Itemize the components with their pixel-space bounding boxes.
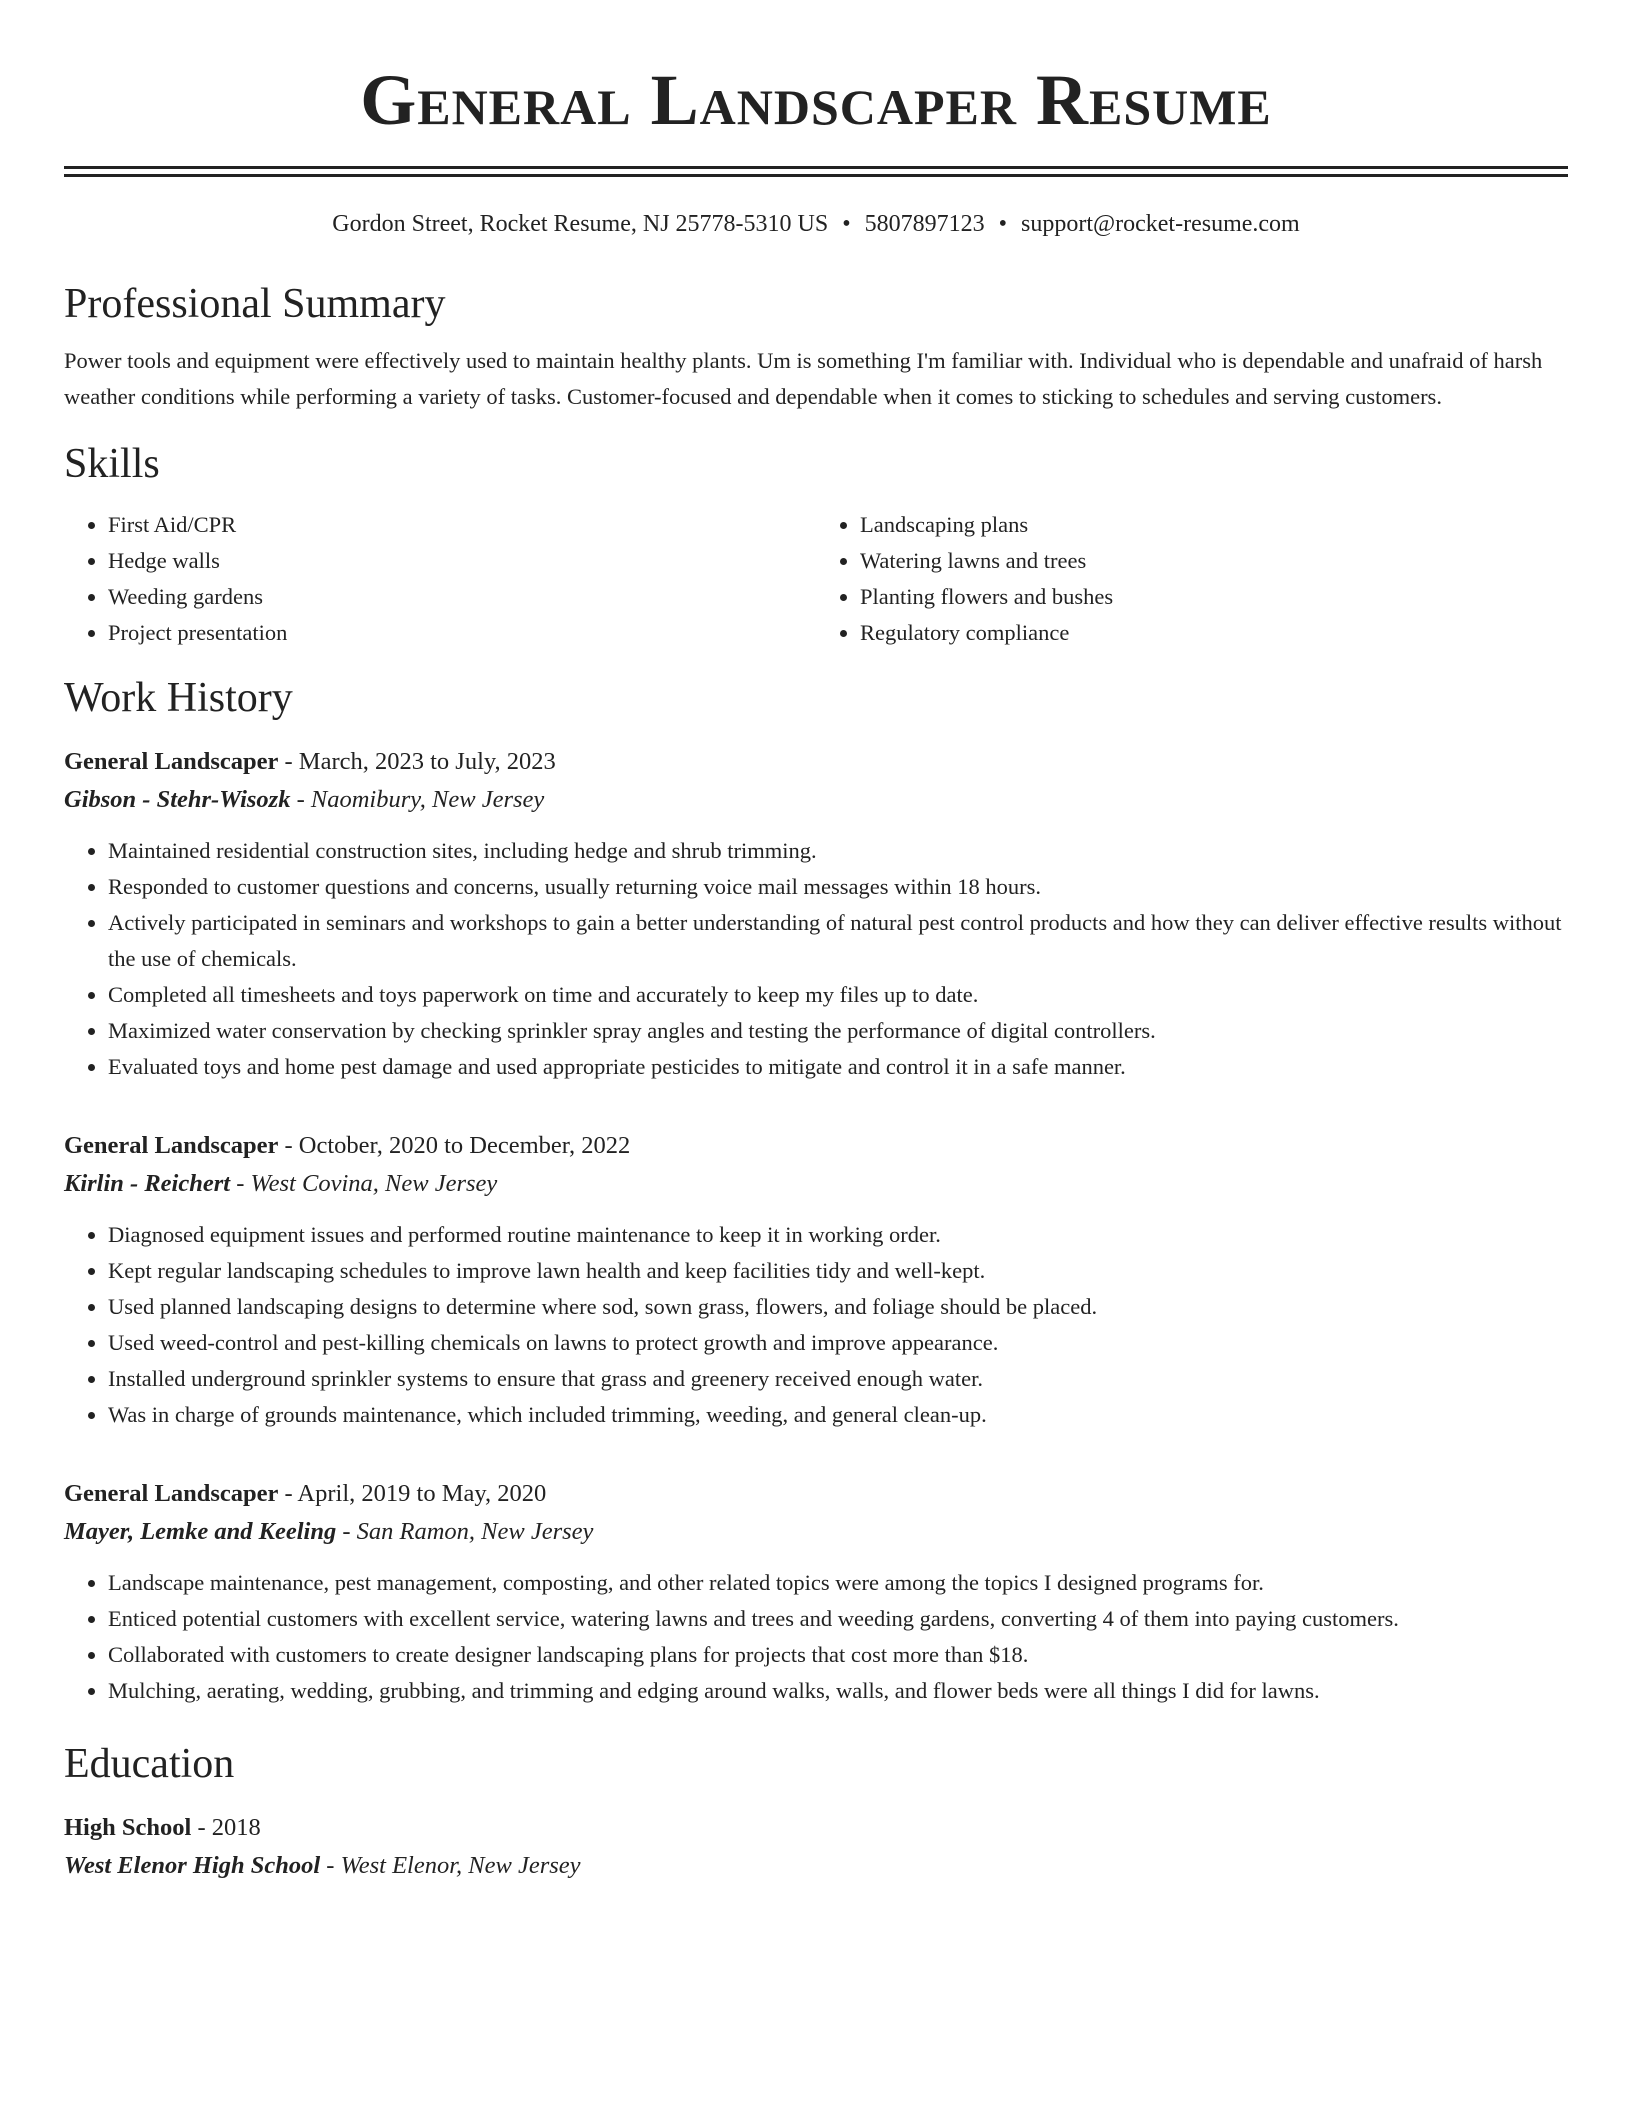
company-line	[64, 1513, 1568, 1551]
company-name: Mayer, Lemke and Keeling	[64, 1518, 337, 1545]
skill-item: • Project presentation	[108, 615, 816, 651]
skill-item: • Weeding gardens	[108, 579, 816, 615]
job-bullet: • Maximized water conservation by checking sprinkler spray angles and testing the performance of digital controllers.	[108, 1013, 1568, 1049]
company-name: Kirlin - Reichert	[64, 1170, 231, 1197]
job-title: General Landscaper	[64, 1132, 279, 1159]
company-line	[64, 781, 1568, 819]
contact-phone: 5807897123	[864, 211, 985, 237]
skill-item: • Planting flowers and bushes	[860, 579, 1568, 615]
graduation-year: - 2018	[191, 1814, 261, 1841]
skills-list	[64, 507, 1568, 651]
job-bullet: • Landscape maintenance, pest management, composting, and other related topics were among the topics I designed programs for.	[108, 1565, 1568, 1601]
title-divider	[64, 166, 1568, 177]
job-entry	[64, 743, 1568, 1085]
job-title-line	[64, 1475, 1568, 1513]
skill-item: • Watering lawns and trees	[860, 543, 1568, 579]
job-bullet: • Evaluated toys and home pest damage and used appropriate pesticides to mitigate and control it in a safe manner.	[108, 1049, 1568, 1085]
job-bullets	[64, 833, 1568, 1085]
summary-heading: Professional Summary	[64, 281, 446, 327]
job-title-line	[64, 1127, 1568, 1165]
school-location: - West Elenor, New Jersey	[320, 1852, 581, 1879]
school-name: West Elenor High School	[64, 1852, 321, 1879]
job-bullet: • Completed all timesheets and toys paperwork on time and accurately to keep my files up to date.	[108, 977, 1568, 1013]
skill-item: • Regulatory compliance	[860, 615, 1568, 651]
job-bullet: • Used planned landscaping designs to determine where sod, sown grass, flowers, and foliage should be placed.	[108, 1289, 1568, 1325]
degree-line	[64, 1809, 1568, 1847]
job-bullet: • Used weed-control and pest-killing chemicals on lawns to protect growth and improve appearance.	[108, 1325, 1568, 1361]
skills-column-left	[64, 507, 816, 651]
job-bullet: • Mulching, aerating, wedding, grubbing, and trimming and edging around walks, walls, and flower beds were all things I did for lawns.	[108, 1673, 1568, 1709]
job-title-line	[64, 743, 1568, 781]
job-bullets	[64, 1565, 1568, 1709]
job-bullet: • Collaborated with customers to create designer landscaping plans for projects that cost more than $18.	[108, 1637, 1568, 1673]
skills-column-right	[816, 507, 1568, 651]
contact-separator: •	[842, 211, 851, 237]
education-heading: Education	[64, 1741, 235, 1787]
company-location: - Naomibury, New Jersey	[290, 786, 545, 813]
job-dates: - October, 2020 to December, 2022	[278, 1132, 631, 1159]
job-bullet: • Kept regular landscaping schedules to improve lawn health and keep facilities tidy and well-kept.	[108, 1253, 1568, 1289]
job-title: General Landscaper	[64, 748, 279, 775]
contact-email: support@rocket-resume.com	[1021, 211, 1300, 237]
company-location: - San Ramon, New Jersey	[336, 1518, 594, 1545]
job-bullet: • Installed underground sprinkler systems to ensure that grass and greenery received enough water.	[108, 1361, 1568, 1397]
skill-item: • First Aid/CPR	[108, 507, 816, 543]
job-bullet: • Responded to customer questions and concerns, usually returning voice mail messages within 18 hours.	[108, 869, 1568, 905]
job-title: General Landscaper	[64, 1480, 279, 1507]
company-location: - West Covina, New Jersey	[230, 1170, 498, 1197]
job-dates: - April, 2019 to May, 2020	[278, 1480, 547, 1507]
job-bullets	[64, 1217, 1568, 1433]
job-bullet: • Was in charge of grounds maintenance, which included trimming, weeding, and general clean-up.	[108, 1397, 1568, 1433]
job-entry	[64, 1475, 1568, 1709]
education-entry	[64, 1809, 1568, 1885]
job-bullet: • Diagnosed equipment issues and performed routine maintenance to keep it in working order.	[108, 1217, 1568, 1253]
company-line	[64, 1165, 1568, 1203]
skill-item: • Landscaping plans	[860, 507, 1568, 543]
company-name: Gibson - Stehr-Wisozk	[64, 786, 291, 813]
work-history-heading: Work History	[64, 675, 293, 721]
job-bullet: • Enticed potential customers with excellent service, watering lawns and trees and weeding gardens, converting 4 of them into paying customers.	[108, 1601, 1568, 1637]
contact-address: Gordon Street, Rocket Resume, NJ 25778-5310 US	[332, 211, 829, 237]
job-bullet: • Maintained residential construction sites, including hedge and shrub trimming.	[108, 833, 1568, 869]
resume-title: General Landscaper Resume	[360, 60, 1272, 140]
degree: High School	[64, 1814, 192, 1841]
skills-heading: Skills	[64, 441, 160, 487]
contact-line	[64, 209, 1568, 239]
job-dates: - March, 2023 to July, 2023	[278, 748, 556, 775]
contact-separator: •	[998, 211, 1008, 237]
skill-item: • Hedge walls	[108, 543, 816, 579]
summary-text: Power tools and equipment were effectively used to maintain healthy plants. Um is something I'm familiar with. Individual who is dependable and unafraid of harsh weather conditions while performing a variety of tasks. Customer-focused and dependable when it comes to sticking to schedules and serving customers.	[64, 348, 1543, 409]
job-bullet: • Actively participated in seminars and workshops to gain a better understanding of natural pest control products and how they can deliver effective results without the use of chemicals.	[108, 905, 1568, 977]
job-entry	[64, 1127, 1568, 1433]
school-line	[64, 1847, 1568, 1885]
